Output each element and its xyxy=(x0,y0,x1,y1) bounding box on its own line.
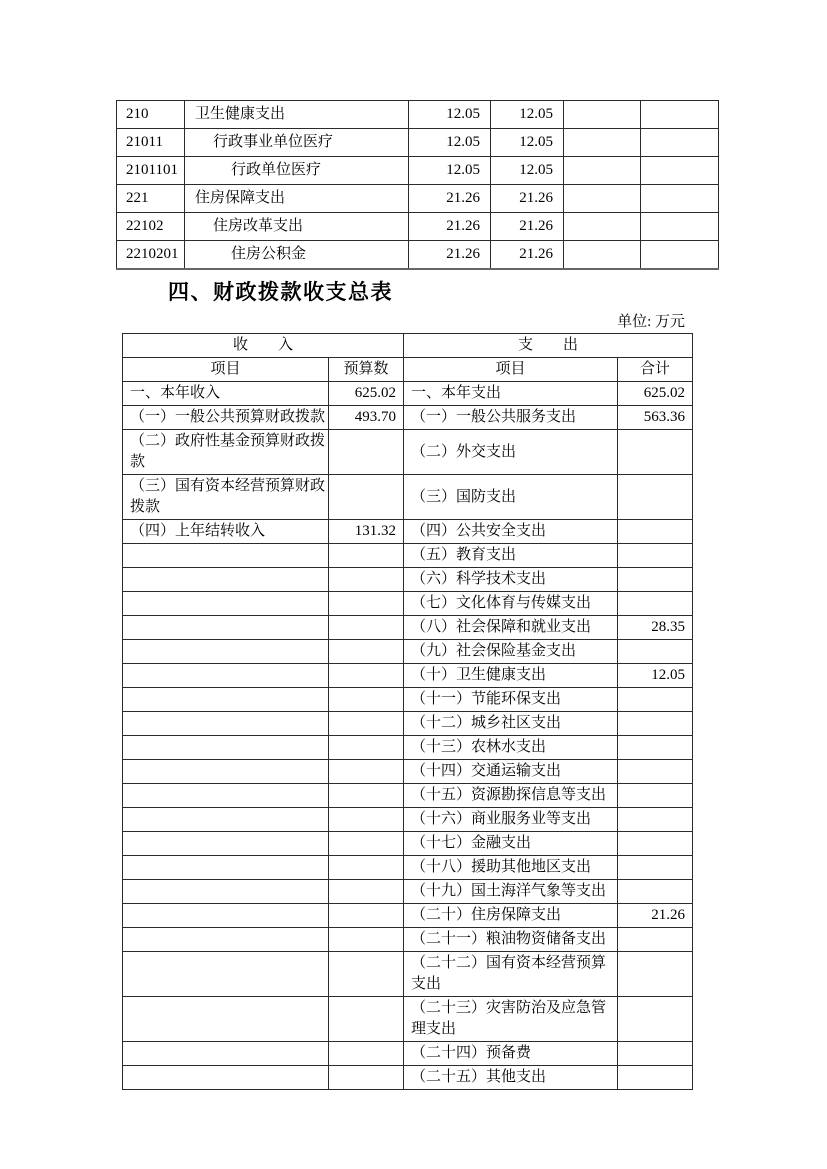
expense-item-cell: （十五）资源勘探信息等支出 xyxy=(404,784,618,808)
income-value-cell xyxy=(329,760,404,784)
budget-item-cell: 住房公积金 xyxy=(185,241,409,269)
budget-item-cell: 住房保障支出 xyxy=(185,185,409,213)
budget-amount-cell: 21.26 xyxy=(409,213,491,241)
expense-value-cell xyxy=(618,712,693,736)
expense-value-cell xyxy=(618,856,693,880)
expense-value-cell xyxy=(618,475,693,520)
income-value-cell xyxy=(329,784,404,808)
budget-item-cell: 卫生健康支出 xyxy=(185,101,409,129)
income-value-cell: 625.02 xyxy=(329,382,404,406)
table-row xyxy=(123,616,693,640)
column-header-row xyxy=(123,358,693,382)
expense-value-cell xyxy=(618,1042,693,1066)
income-item-cell xyxy=(123,997,329,1042)
income-value-cell xyxy=(329,736,404,760)
expense-item-cell: （三）国防支出 xyxy=(404,475,618,520)
income-value-cell: 131.32 xyxy=(329,520,404,544)
income-value-cell xyxy=(329,640,404,664)
income-item-cell xyxy=(123,664,329,688)
expense-item-cell: （十六）商业服务业等支出 xyxy=(404,808,618,832)
table-row xyxy=(123,382,693,406)
table-row xyxy=(123,736,693,760)
income-item-cell xyxy=(123,544,329,568)
income-item-cell xyxy=(123,688,329,712)
expense-value-cell xyxy=(618,592,693,616)
empty-amount-cell xyxy=(641,185,719,213)
income-item-cell: 一、本年收入 xyxy=(123,382,329,406)
table-row xyxy=(117,129,719,157)
budget-item-cell: 行政事业单位医疗 xyxy=(185,129,409,157)
income-value-cell xyxy=(329,568,404,592)
income-value-cell xyxy=(329,1042,404,1066)
expense-item-header: 项目 xyxy=(404,358,618,382)
income-value-cell xyxy=(329,544,404,568)
expense-item-cell: （二十）住房保障支出 xyxy=(404,904,618,928)
expense-item-cell: （二十二）国有资本经营预算支出 xyxy=(404,952,618,997)
income-budget-header: 预算数 xyxy=(329,358,404,382)
expense-value-cell xyxy=(618,544,693,568)
table-row xyxy=(123,475,693,520)
table-row xyxy=(117,241,719,269)
budget-amount-cell: 21.26 xyxy=(409,185,491,213)
table-row xyxy=(123,592,693,616)
table-row xyxy=(123,1042,693,1066)
empty-amount-cell xyxy=(641,241,719,269)
table-row xyxy=(123,568,693,592)
budget-code-cell: 221 xyxy=(117,185,185,213)
income-item-cell xyxy=(123,1066,329,1090)
budget-code-cell: 2101101 xyxy=(117,157,185,185)
expense-value-cell xyxy=(618,952,693,997)
income-item-cell xyxy=(123,1042,329,1066)
income-item-cell xyxy=(123,640,329,664)
budget-code-cell: 22102 xyxy=(117,213,185,241)
income-item-cell xyxy=(123,856,329,880)
expense-value-cell: 12.05 xyxy=(618,664,693,688)
table-row xyxy=(123,1066,693,1090)
income-value-cell xyxy=(329,712,404,736)
income-item-cell xyxy=(123,736,329,760)
empty-amount-cell xyxy=(564,101,641,129)
expense-item-cell: （十八）援助其他地区支出 xyxy=(404,856,618,880)
budget-amount-cell: 12.05 xyxy=(409,129,491,157)
final-amount-cell: 12.05 xyxy=(491,101,564,129)
income-item-cell xyxy=(123,568,329,592)
table-row xyxy=(123,880,693,904)
expense-total-header: 合计 xyxy=(618,358,693,382)
expense-item-cell: （八）社会保障和就业支出 xyxy=(404,616,618,640)
table-row xyxy=(123,904,693,928)
expense-value-cell xyxy=(618,808,693,832)
section-title: 四、财政拨款收支总表 xyxy=(168,281,393,304)
income-item-cell xyxy=(123,616,329,640)
final-amount-cell: 21.26 xyxy=(491,213,564,241)
expense-value-cell xyxy=(618,997,693,1042)
group-header-row xyxy=(123,334,693,358)
table-row xyxy=(123,712,693,736)
expense-value-cell xyxy=(618,832,693,856)
expense-item-cell: （六）科学技术支出 xyxy=(404,568,618,592)
expense-value-cell xyxy=(618,784,693,808)
empty-amount-cell xyxy=(641,213,719,241)
expense-item-cell: （二）外交支出 xyxy=(404,430,618,475)
income-item-cell xyxy=(123,784,329,808)
income-value-cell xyxy=(329,808,404,832)
budget-item-cell: 行政单位医疗 xyxy=(185,157,409,185)
table-row xyxy=(123,952,693,997)
budget-continuation-table xyxy=(116,100,719,270)
expense-value-cell xyxy=(618,880,693,904)
expense-value-cell: 28.35 xyxy=(618,616,693,640)
expense-item-cell: （十三）农林水支出 xyxy=(404,736,618,760)
empty-amount-cell xyxy=(564,241,641,269)
unit-label: 单位: 万元 xyxy=(617,314,685,330)
income-item-cell: （二）政府性基金预算财政拨款 xyxy=(123,430,329,475)
table-row xyxy=(117,101,719,129)
budget-item-cell: 住房改革支出 xyxy=(185,213,409,241)
expense-value-cell xyxy=(618,760,693,784)
income-value-cell xyxy=(329,832,404,856)
income-item-cell xyxy=(123,952,329,997)
income-value-cell xyxy=(329,997,404,1042)
table-row xyxy=(123,406,693,430)
expense-value-cell: 563.36 xyxy=(618,406,693,430)
income-value-cell xyxy=(329,592,404,616)
expense-item-cell: （四）公共安全支出 xyxy=(404,520,618,544)
income-value-cell xyxy=(329,664,404,688)
income-value-cell: 493.70 xyxy=(329,406,404,430)
table-row xyxy=(123,430,693,475)
expense-item-cell: （十九）国土海洋气象等支出 xyxy=(404,880,618,904)
income-item-cell: （四）上年结转收入 xyxy=(123,520,329,544)
fiscal-summary-table xyxy=(122,333,693,1090)
income-value-cell xyxy=(329,880,404,904)
expense-item-cell: （九）社会保险基金支出 xyxy=(404,640,618,664)
expense-group-header: 支 出 xyxy=(404,334,693,358)
table-row xyxy=(123,544,693,568)
expense-item-cell: （二十三）灾害防治及应急管理支出 xyxy=(404,997,618,1042)
final-amount-cell: 12.05 xyxy=(491,157,564,185)
income-value-cell xyxy=(329,1066,404,1090)
income-value-cell xyxy=(329,928,404,952)
expense-item-cell: （一）一般公共服务支出 xyxy=(404,406,618,430)
income-item-cell: （三）国有资本经营预算财政拨款 xyxy=(123,475,329,520)
expense-value-cell xyxy=(618,1066,693,1090)
table-row xyxy=(117,157,719,185)
table-row xyxy=(123,784,693,808)
table-row xyxy=(123,520,693,544)
income-item-cell xyxy=(123,880,329,904)
final-amount-cell: 21.26 xyxy=(491,185,564,213)
table-row xyxy=(123,664,693,688)
income-item-cell xyxy=(123,904,329,928)
budget-code-cell: 210 xyxy=(117,101,185,129)
table-row xyxy=(117,185,719,213)
budget-amount-cell: 12.05 xyxy=(409,101,491,129)
income-item-cell: （一）一般公共预算财政拨款 xyxy=(123,406,329,430)
expense-item-cell: （十二）城乡社区支出 xyxy=(404,712,618,736)
income-item-cell xyxy=(123,592,329,616)
empty-amount-cell xyxy=(641,157,719,185)
table-row xyxy=(123,928,693,952)
income-value-cell xyxy=(329,430,404,475)
expense-item-cell: （二十四）预备费 xyxy=(404,1042,618,1066)
income-value-cell xyxy=(329,856,404,880)
table-row xyxy=(123,760,693,784)
expense-item-cell: （二十一）粮油物资储备支出 xyxy=(404,928,618,952)
expense-value-cell xyxy=(618,688,693,712)
table-row xyxy=(123,856,693,880)
empty-amount-cell xyxy=(564,129,641,157)
table-row xyxy=(123,832,693,856)
income-value-cell xyxy=(329,616,404,640)
empty-amount-cell xyxy=(564,185,641,213)
income-value-cell xyxy=(329,952,404,997)
empty-amount-cell xyxy=(564,157,641,185)
income-value-cell xyxy=(329,688,404,712)
table-row xyxy=(117,213,719,241)
expense-item-cell: （十）卫生健康支出 xyxy=(404,664,618,688)
expense-value-cell: 625.02 xyxy=(618,382,693,406)
final-amount-cell: 21.26 xyxy=(491,241,564,269)
income-value-cell xyxy=(329,475,404,520)
expense-item-cell: （十一）节能环保支出 xyxy=(404,688,618,712)
income-item-header: 项目 xyxy=(123,358,329,382)
table-row xyxy=(123,640,693,664)
expense-item-cell: （十七）金融支出 xyxy=(404,832,618,856)
expense-value-cell: 21.26 xyxy=(618,904,693,928)
expense-value-cell xyxy=(618,640,693,664)
final-amount-cell: 12.05 xyxy=(491,129,564,157)
expense-value-cell xyxy=(618,430,693,475)
budget-code-cell: 21011 xyxy=(117,129,185,157)
income-item-cell xyxy=(123,832,329,856)
expense-value-cell xyxy=(618,520,693,544)
expense-item-cell: （五）教育支出 xyxy=(404,544,618,568)
expense-item-cell: （二十五）其他支出 xyxy=(404,1066,618,1090)
table-row xyxy=(123,997,693,1042)
table-row xyxy=(123,688,693,712)
expense-item-cell: 一、本年支出 xyxy=(404,382,618,406)
income-value-cell xyxy=(329,904,404,928)
income-item-cell xyxy=(123,808,329,832)
empty-amount-cell xyxy=(641,101,719,129)
budget-code-cell: 2210201 xyxy=(117,241,185,269)
expense-value-cell xyxy=(618,568,693,592)
expense-item-cell: （七）文化体育与传媒支出 xyxy=(404,592,618,616)
expense-value-cell xyxy=(618,928,693,952)
budget-amount-cell: 12.05 xyxy=(409,157,491,185)
income-item-cell xyxy=(123,712,329,736)
income-item-cell xyxy=(123,928,329,952)
budget-amount-cell: 21.26 xyxy=(409,241,491,269)
expense-item-cell: （十四）交通运输支出 xyxy=(404,760,618,784)
empty-amount-cell xyxy=(564,213,641,241)
table-row xyxy=(123,808,693,832)
empty-amount-cell xyxy=(641,129,719,157)
income-group-header: 收 入 xyxy=(123,334,404,358)
expense-value-cell xyxy=(618,736,693,760)
income-item-cell xyxy=(123,760,329,784)
